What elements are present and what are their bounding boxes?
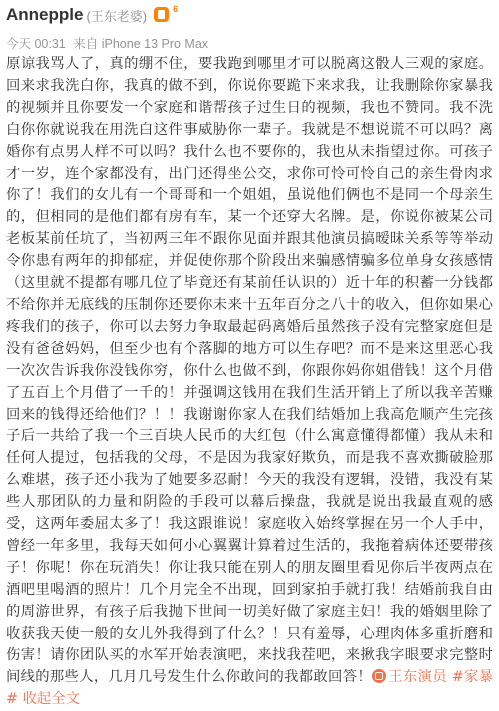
author-name[interactable]: Annepple [6,5,84,24]
badge-level-number: 6 [173,4,179,14]
collapse-full-text-button[interactable]: 收起全文 [22,691,80,708]
mention-link-text: 王东演员 [387,669,447,686]
hashtag-link[interactable]: #家暴# [6,669,494,708]
author-line [6,4,179,26]
user-level-badge-icon[interactable] [153,4,179,25]
post-body-text: 原谅我骂人了，真的绷不住，要我跑到哪里才可以脱离这骰人三观的家庭。回来求我洗白你，我真的做不到，你说你要跪下来求我，让我删除你家暴我的视频并且你要发一个家庭和谐帮孩子过生日的视频，我也不赞同。我不洗白你你就说我在用洗白这件事威胁你一辈子。我就是不想说谎不可以吗？离婚你有点男人样不可以吗？我什么也不要你的，我也从未指望过你。可孩子才一岁，连个家都没有，出门还得坐公交，求你可怜可怜自己的亲生骨肉求你了！我们的女儿有一个哥哥和一个姐姐，虽说他们俩也不是同一个母亲生的，但相同的是他们都有房有车，某一个还穿大名牌。是，你说你被某公司老板某前任坑了，当初两三年不跟你见面并跟其他演员搞暧昧关系等等举动令你患有两年的抑郁症，并促使你那个阶段出来骗感情骗多位单身女孩感情（这里就不提都有哪几位了毕竟还有某前任认识的）近十年的积蓄一分钱都不给你并无底线的压制你还要你未来十五年百分之八十的收入，但你如果心疼我们的孩子，你可以去努力争取最起码离婚后虽然孩子没有完整家庭但是没有爸爸妈妈，但至少也有个落脚的地方可以生存吧？而不是来这里恶心我一次次告诉我你没钱你穷，你什么也做不到，你跟你妈你姐借钱！这个月借了五百上个月借了一千的！并强调这钱用在我们生活开销上了所以我辛苦赚回来的钱得还给他们？！！我谢谢你家人在我们结婚加上我高危顺产生完孩子后一共给了我一个三百块人民币的大红包（什么寓意懂得都懂）我从未和任何人提过，包括我的父母，不是因为我家好欺负，而是我不喜欢撕破脸那么难堪，孩子还小我为了她要多忍耐！今天的我没有逻辑，没错，我没有某些人那团队的力量和阴险的手段可以幕后操盘，我就是说出我最直观的感受，这两年委屈太多了！我这跟谁说！家庭收入始终掌握在另一个人手中，曾经一年多里，我每天如何小心翼翼计算着过生活的，我拖着病体还要带孩子！你呢！你在玩消失！你让我只能在别人的朋友圈里看见你后半夜两点在酒吧里喝酒的照片！几个月完全不出现，回到家拍手就打我！结婚前我自由的周游世界，有孩子后我抛下世间一切美好做了家庭主妇！我的婚姻里除了收获我天使一般的女儿外我得到了什么？！只有羞辱，心理肉体多重折磨和伤害！请你团队买的水军开始表演吧，来找我茬吧，来揪我字眼要求完整时间线的那些人，几月几号发生什么你敢问的我都敢回答！ [6,56,493,686]
link-icon [372,669,386,683]
post-content [6,54,493,711]
mention-link[interactable] [372,669,447,685]
badge-core [154,7,169,22]
post-meta [6,34,212,52]
post-header [6,0,493,60]
post-source: 来自 iPhone 13 Pro Max [73,37,209,51]
author-remark: (王东老婆) [86,8,148,24]
post-time: 今天 00:31 [6,37,66,51]
